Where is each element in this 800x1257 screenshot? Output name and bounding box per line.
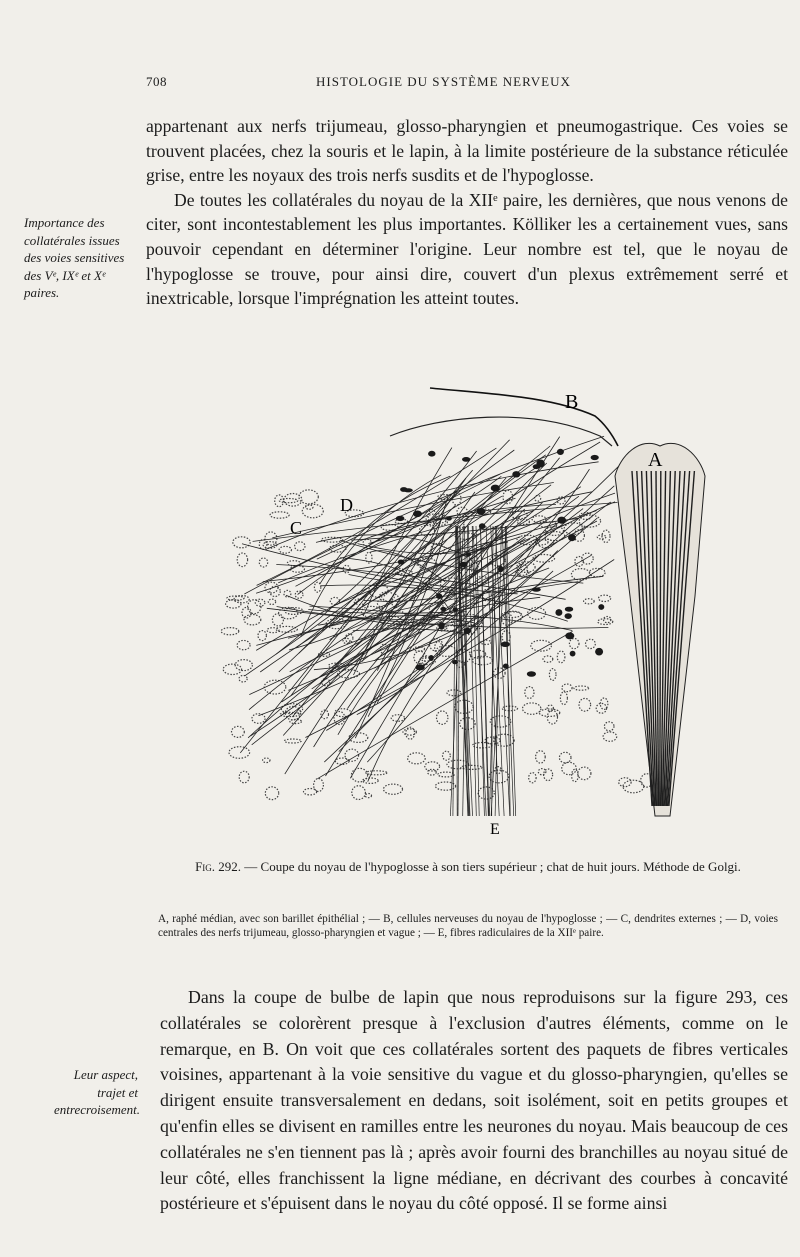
fiber-bundle-mark	[604, 722, 614, 731]
paragraph-continued: appartenant aux nerfs trijumeau, glosso-pharyngien et pneumogastrique. Ces voies se trouvent placées, chez la souris et le lapin, à la limite postérieure de la substance réticulée grise, entre les noyaux des trois nerfs susdits et de l'hypoglosse.	[146, 116, 788, 186]
fiber-bundle-mark	[569, 639, 579, 649]
fiber-bundle-mark	[603, 732, 617, 741]
fiber-bundle-mark	[586, 639, 596, 648]
fiber-bundle-mark	[443, 751, 451, 760]
fiber-bundle-mark	[481, 640, 491, 644]
fiber-bundle-mark	[562, 762, 577, 774]
median-raphe	[615, 443, 705, 816]
fiber-bundle-mark	[525, 687, 534, 699]
page-number: 708	[146, 74, 167, 89]
figure-label-b: B	[565, 391, 579, 413]
fiber-bundle-mark	[284, 494, 302, 507]
nerve-cell-body	[446, 516, 452, 520]
nerve-cell-body	[440, 607, 446, 611]
fiber-bundle-mark	[557, 651, 565, 663]
nerve-cell-body	[598, 604, 604, 610]
fiber-bundle-mark	[447, 760, 469, 769]
nerve-cell-body	[439, 622, 445, 630]
fiber-bundle-mark	[437, 711, 448, 724]
fiber-bundle-mark	[539, 709, 560, 716]
body-text-top	[146, 114, 788, 311]
nerve-cell-body	[415, 664, 424, 670]
fiber-bundle-mark	[270, 586, 281, 596]
fiber-bundle-mark	[543, 656, 553, 662]
nerve-cell-body	[498, 566, 504, 572]
nerve-cell-body	[536, 460, 544, 468]
nerve-cell-body	[466, 553, 472, 557]
nerve-cell-body	[591, 455, 599, 460]
fiber-bundle-mark	[430, 639, 443, 651]
fiber-bundle-mark	[232, 726, 245, 737]
nerve-cell-body	[568, 534, 576, 541]
figure-label-c: C	[290, 518, 303, 538]
figure-legend: A, raphé médian, avec son barillet épithélial ; — B, cellules nerveuses du noyau de l'hypoglosse ; — C, dendrites externes ; — D, voies centrales des nerfs trijumeau, glosso-pharyngien et vague ; — E, fibres radiculaires de la XIIᵉ paire.	[158, 913, 778, 939]
figure-caption	[158, 858, 778, 875]
fiber-bundle-mark	[523, 703, 541, 714]
nerve-cell-body	[557, 449, 564, 455]
fiber-bundle-mark	[237, 553, 247, 567]
fiber-bundle-mark	[584, 599, 595, 604]
fiber-bundle-mark	[435, 782, 455, 790]
fiber-bundle-mark	[221, 628, 239, 635]
figure-number: Fig. 292.	[195, 859, 242, 874]
fiber-bundle-mark	[529, 773, 536, 783]
fiber-bundle-mark	[259, 540, 267, 550]
nerve-cell-body	[453, 607, 458, 611]
fiber-bundle-mark	[574, 686, 589, 690]
nerve-cell-body	[501, 642, 510, 647]
fiber-bundle-mark	[284, 739, 301, 743]
b-pointer-line	[430, 388, 618, 446]
nerve-cell-body	[479, 523, 486, 529]
fiber-bundle-mark	[279, 499, 298, 503]
nerve-cell-body	[464, 628, 471, 634]
nerve-cell-body	[398, 560, 405, 565]
fiber-bundle-mark	[366, 771, 387, 775]
figure-292-illustration	[200, 376, 740, 846]
fiber-bundle-mark	[351, 768, 367, 782]
fiber-bundle-mark	[384, 784, 403, 794]
outline-curve	[390, 417, 612, 446]
fiber-bundle-mark	[272, 614, 283, 626]
nerve-cell-body	[557, 517, 566, 524]
fiber-bundle-mark	[279, 546, 291, 553]
fiber-bundle-mark	[259, 558, 267, 567]
nerve-cell-body	[429, 655, 434, 661]
fiber-bundle-mark	[408, 753, 426, 764]
raphe-fiber	[660, 471, 661, 806]
fiber-bundle-mark	[242, 607, 251, 618]
running-title: HISTOLOGIE DU SYSTÈME NERVEUX	[316, 74, 571, 89]
margin-note-aspect: Leur aspect, trajet et entrecroisement.	[54, 1067, 141, 1117]
fiber-bundle-mark	[536, 751, 546, 763]
fiber-bundle-mark	[255, 599, 265, 606]
nerve-cell-body	[555, 609, 562, 616]
nerve-cell-body	[436, 593, 442, 599]
nerve-cell-body	[527, 671, 536, 677]
fiber-bundle-mark	[263, 758, 270, 763]
fiber-bundle-mark	[579, 515, 600, 527]
fiber-bundle-mark	[233, 537, 250, 548]
paragraph-collaterals: De toutes les collatérales du noyau de la XIIᵉ paire, les dernières, que nous venons de citer, sont incontestablement les plus importantes. Kölliker les a certainement vues, sans pouvoir cependant en déterminer l'origine. Leur nombre est tel, que le noyau de l'hypoglosse se trouve, pour ainsi dire, couvert d'un plexus extrêmement serré et inextricable, lorsque l'imprégnation les atteint toutes.	[146, 189, 788, 309]
fiber-bundle-mark	[599, 595, 611, 601]
nerve-cell-body	[428, 451, 435, 457]
fiber-bundle-mark	[579, 698, 591, 711]
fiber-bundle-mark	[295, 591, 303, 598]
fiber-bundle-mark	[268, 599, 275, 604]
nerve-cell-body	[595, 648, 603, 656]
fiber-bundle-mark	[321, 537, 343, 542]
nerve-cell-body	[565, 613, 572, 619]
fiber-bundle-mark	[425, 762, 440, 771]
figure-label-d: D	[340, 495, 353, 515]
fiber-bundle-mark	[549, 669, 556, 681]
figure-label-e: E	[490, 821, 500, 838]
fiber-bundle-mark	[490, 716, 511, 727]
nerve-cell-body	[512, 471, 520, 477]
fiber-bundle-mark	[237, 640, 250, 649]
paragraph-rabbit-section: Dans la coupe de bulbe de lapin que nous reproduisons sur la figure 293, ces collatérales se colorèrent presque à l'exclusion d'autres éléments, comme on le remarque, en B. On voit que ces collatérales sortent des paquets de fibres verticales voisines, appartenant à la voie sensitive du vague et du glosso-pharyngien, qu'elles se dirigent ensuite transversalement en dedans, soit isolément, soit en petits groupes et qu'enfin elles se divisent en ramilles entre les neurones du noyau. Mais beaucoup de ces collatérales ne s'en tiennent pas là ; après avoir fourni des branchilles au noyau situé de leur côté, elles franchissent la ligne médiane, en décrivant des courbes à concavité postérieure et s'épuisent dans le noyau du côté opposé. Il se forme ainsi	[160, 987, 788, 1214]
nerve-cell-body	[503, 664, 509, 669]
nerve-cell-body	[452, 660, 458, 664]
nerve-cell-body	[413, 511, 422, 518]
fiber-bundle-mark	[299, 490, 318, 504]
figure-label-a: A	[648, 449, 663, 471]
nerve-cell-body	[476, 508, 485, 515]
nerve-cell-body	[459, 562, 468, 568]
fiber-bundle-mark	[239, 675, 247, 682]
nerve-cell-body	[462, 457, 470, 462]
collateral-fibers	[240, 436, 618, 816]
fiber-bundle-mark	[314, 779, 324, 792]
fiber-bundle-mark	[574, 530, 584, 542]
body-text-bottom	[160, 985, 788, 1217]
fiber-bundle-mark	[226, 600, 241, 608]
golgi-section-drawing	[200, 376, 740, 846]
nerve-cell-body	[532, 587, 541, 591]
fiber-bundle-mark	[600, 698, 608, 709]
nerve-cell-body	[400, 487, 407, 492]
fiber-bundle-mark	[239, 771, 249, 783]
fiber-bundle-mark	[559, 752, 571, 763]
fiber-bundle-mark	[265, 582, 278, 593]
fiber-bundle-mark	[547, 710, 557, 724]
fiber-bundle-mark	[589, 568, 605, 576]
nerve-cell-body	[565, 632, 574, 639]
fiber-bundle-mark	[535, 495, 541, 501]
fiber-bundle-mark	[578, 767, 591, 780]
fiber-bundle-mark	[270, 512, 289, 518]
fiber-bundle-mark	[562, 684, 572, 692]
fiber-bundle-mark	[265, 787, 278, 800]
fiber-bundle-mark	[575, 557, 583, 567]
fiber-bundle-mark	[252, 714, 265, 724]
fiber-bundle-mark	[229, 747, 250, 759]
figure-title: — Coupe du noyau de l'hypoglosse à son tiers supérieur ; chat de huit jours. Méthode de Golgi.	[241, 859, 741, 874]
fiber-bundle-mark	[295, 542, 305, 551]
fiber-bundle-mark	[352, 786, 366, 800]
collateral-fiber	[250, 458, 559, 736]
margin-note-importance: Importance des collatérales issues des voies sensitives des Vᵉ, IXᵉ et Xᵉ paires.	[24, 215, 125, 300]
fiber-bundle-mark	[365, 794, 371, 798]
nerve-cell-body	[491, 485, 500, 492]
nerve-cell-body	[565, 607, 573, 612]
fiber-bundle-mark	[276, 626, 297, 632]
fiber-bundle-mark	[560, 692, 567, 705]
nerve-cell-body	[396, 516, 405, 521]
fiber-bundle-mark	[544, 769, 553, 781]
fiber-bundle-mark	[258, 631, 266, 641]
fiber-bundle-mark	[306, 505, 313, 509]
running-head	[146, 74, 786, 94]
fiber-bundle-mark	[244, 615, 261, 625]
nerve-cell-body	[570, 651, 576, 657]
